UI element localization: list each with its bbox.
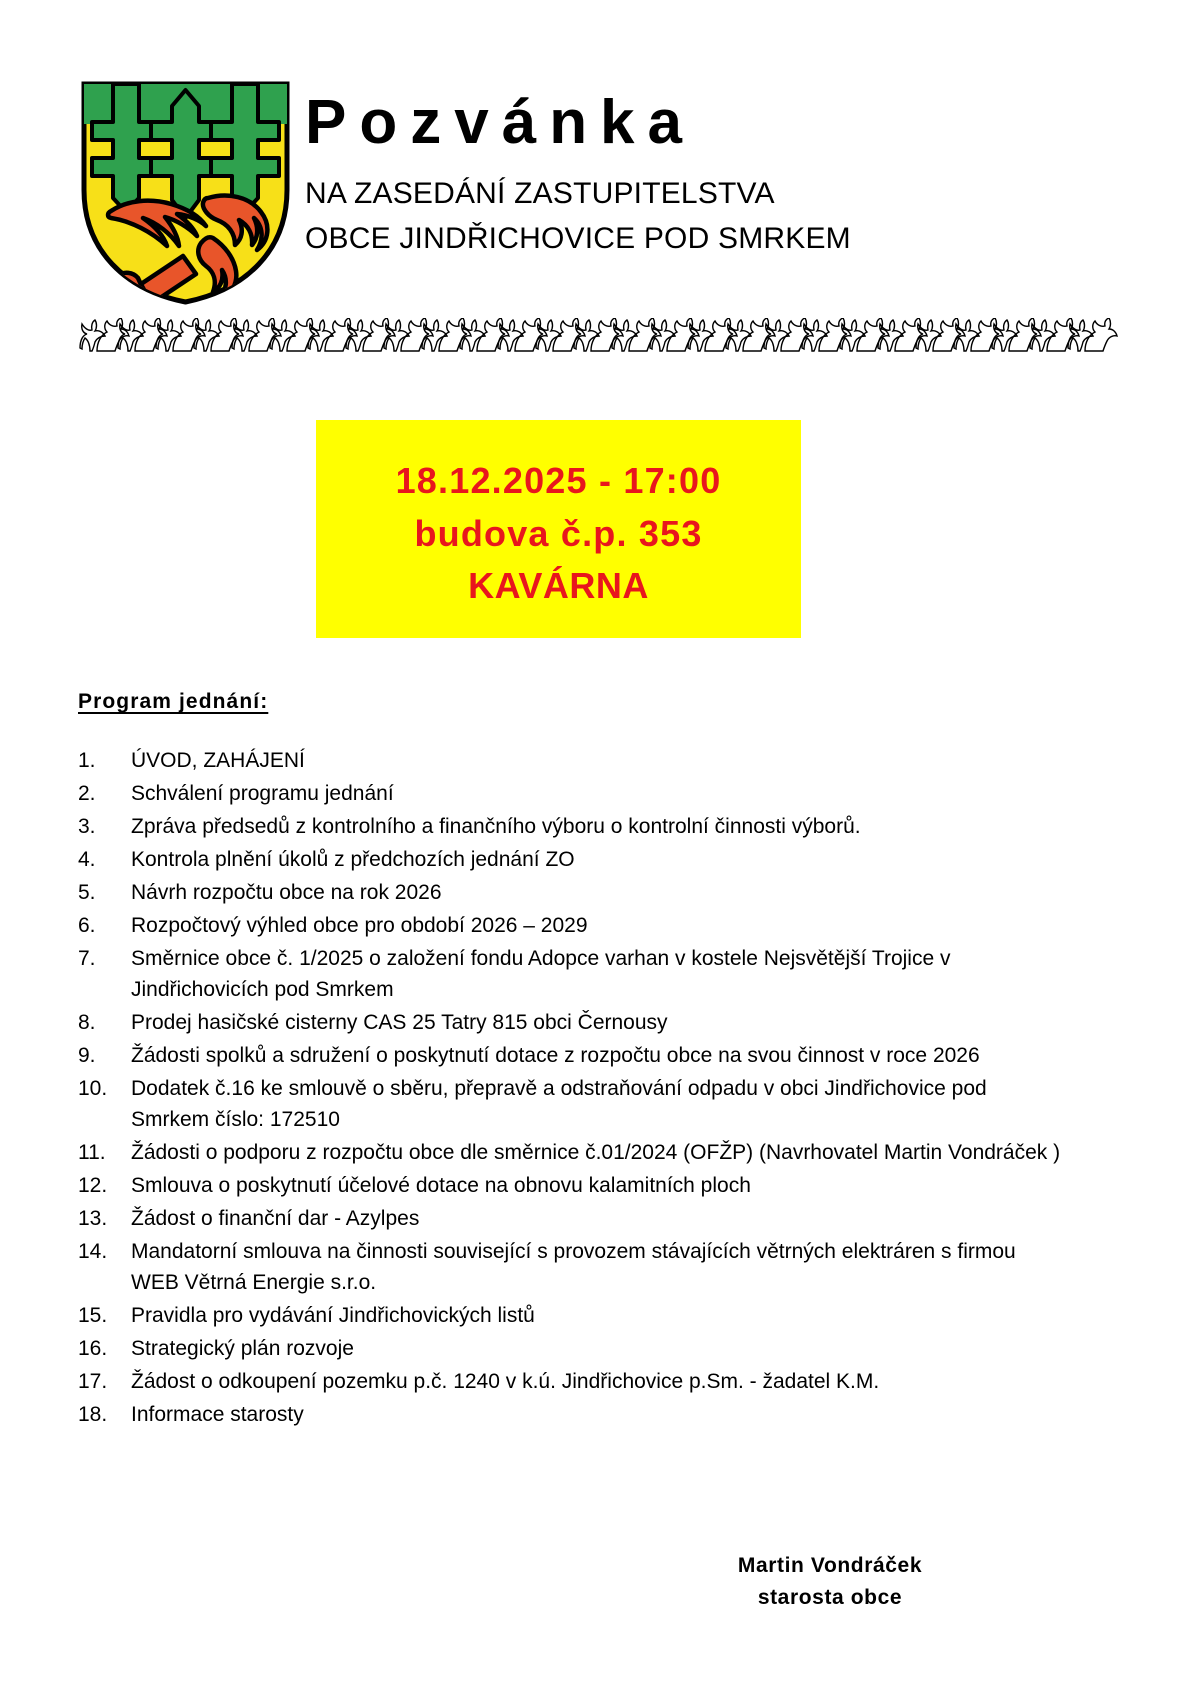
agenda-item [78,1300,1118,1331]
agenda-item [78,1137,1118,1168]
agenda-item-text: Prodej hasičské cisterny CAS 25 Tatry 815 obci Černousy [131,1011,668,1034]
agenda-item-text: Informace starosty [131,1403,304,1426]
agenda-item [78,778,1118,809]
agenda-item-text: Žádosti o podporu z rozpočtu obce dle směrnice č.01/2024 (OFŽP) (Navrhovatel Martin Vondráček ) [131,1141,1061,1164]
signature-role: starosta obce [757,1585,903,1609]
agenda-item-text: Žádosti spolků a sdružení o poskytnutí dotace z rozpočtu obce na svou činnost v roce 2026 [131,1044,980,1067]
agenda-item [78,1170,1118,1201]
subtitle-line-1: NA ZASEDÁNÍ ZASTUPITELSTVA [305,177,775,211]
agenda-item-number: 11. [78,1141,106,1164]
agenda-item-number: 5. [78,881,96,904]
agenda-item-number: 17. [78,1370,108,1393]
agenda-item [78,943,1118,1005]
agenda-item-number: 18. [78,1403,108,1426]
agenda-item [78,1203,1118,1234]
agenda-item-text: Rozpočtový výhled obce pro období 2026 – 2029 [131,914,588,937]
agenda-item [78,745,1118,776]
event-venue: KAVÁRNA [468,565,649,607]
agenda-item-text: Strategický plán rozvoje [131,1337,354,1360]
document-header [0,0,1200,310]
coat-of-arms-icon [78,78,293,306]
event-datetime: 18.12.2025 - 17:00 [395,460,722,502]
program-heading: Program jednání: [78,690,269,713]
snowflake-border-divider [78,318,1120,352]
agenda-item-text: Zpráva předsedů z kontrolního a finančního výboru o kontrolní činnosti výborů. [131,815,861,838]
agenda-list [78,745,1118,1432]
agenda-item-number: 1. [78,749,96,772]
event-building: budova č.p. 353 [414,512,703,554]
agenda-item-number: 7. [78,947,96,970]
agenda-item-text: Návrh rozpočtu obce na rok 2026 [131,881,442,904]
agenda-item-number: 13. [78,1207,108,1230]
agenda-item-number: 3. [78,815,96,838]
agenda-item [78,1040,1118,1071]
agenda-item-number: 16. [78,1337,108,1360]
agenda-item [78,877,1118,908]
subtitle-line-2: OBCE JINDŘICHOVICE POD SMRKEM [305,221,851,255]
agenda-item-number: 12. [78,1174,108,1197]
agenda-item [78,1366,1118,1397]
agenda-item [78,1399,1118,1430]
agenda-item-number: 10. [78,1077,108,1100]
agenda-item [78,1007,1118,1038]
header-text-block [305,90,1135,260]
agenda-item-text: Žádost o odkoupení pozemku p.č. 1240 v k.ú. Jindřichovice p.Sm. - žadatel K.M. [131,1370,880,1393]
agenda-item-number: 4. [78,848,96,871]
agenda-item-number: 6. [78,914,96,937]
agenda-item-number: 2. [78,782,96,805]
agenda-item [78,910,1118,941]
agenda-item [78,844,1118,875]
page-title: Pozvánka [305,88,696,157]
agenda-item-text: Směrnice obce č. 1/2025 o založení fondu Adopce varhan v kostele Nejsvětější Trojice v Jindřichovicích pod Smrkem [131,947,951,1001]
agenda-item-text: ÚVOD, ZAHÁJENÍ [131,749,305,772]
agenda-item [78,811,1118,842]
agenda-item-text: Žádost o finanční dar - Azylpes [131,1207,420,1230]
agenda-item-text: Schválení programu jednání [131,782,394,805]
agenda-item-text: Smlouva o poskytnutí účelové dotace na obnovu kalamitních ploch [131,1174,751,1197]
agenda-item-text: Dodatek č.16 ke smlouvě o sběru, přepravě a odstraňování odpadu v obci Jindřichovice pod Smrkem číslo: 172510 [131,1077,987,1131]
agenda-item-number: 9. [78,1044,96,1067]
agenda-item-number: 14. [78,1240,108,1263]
agenda-item-text: Kontrola plnění úkolů z předchozích jednání ZO [131,848,575,871]
event-details-highlight [316,420,801,638]
agenda-item-text: Pravidla pro vydávání Jindřichovických listů [131,1304,535,1327]
signature-block [640,1550,1020,1613]
agenda-item [78,1333,1118,1364]
signature-name: Martin Vondráček [737,1554,923,1577]
agenda-item-number: 8. [78,1011,96,1034]
agenda-item [78,1073,1118,1135]
agenda-item-number: 15. [78,1304,108,1327]
agenda-item-text: Mandatorní smlouva na činnosti související s provozem stávajících větrných elektráren s firmou WEB Větrná Energie s.r.o. [131,1240,1016,1294]
agenda-item [78,1236,1118,1298]
